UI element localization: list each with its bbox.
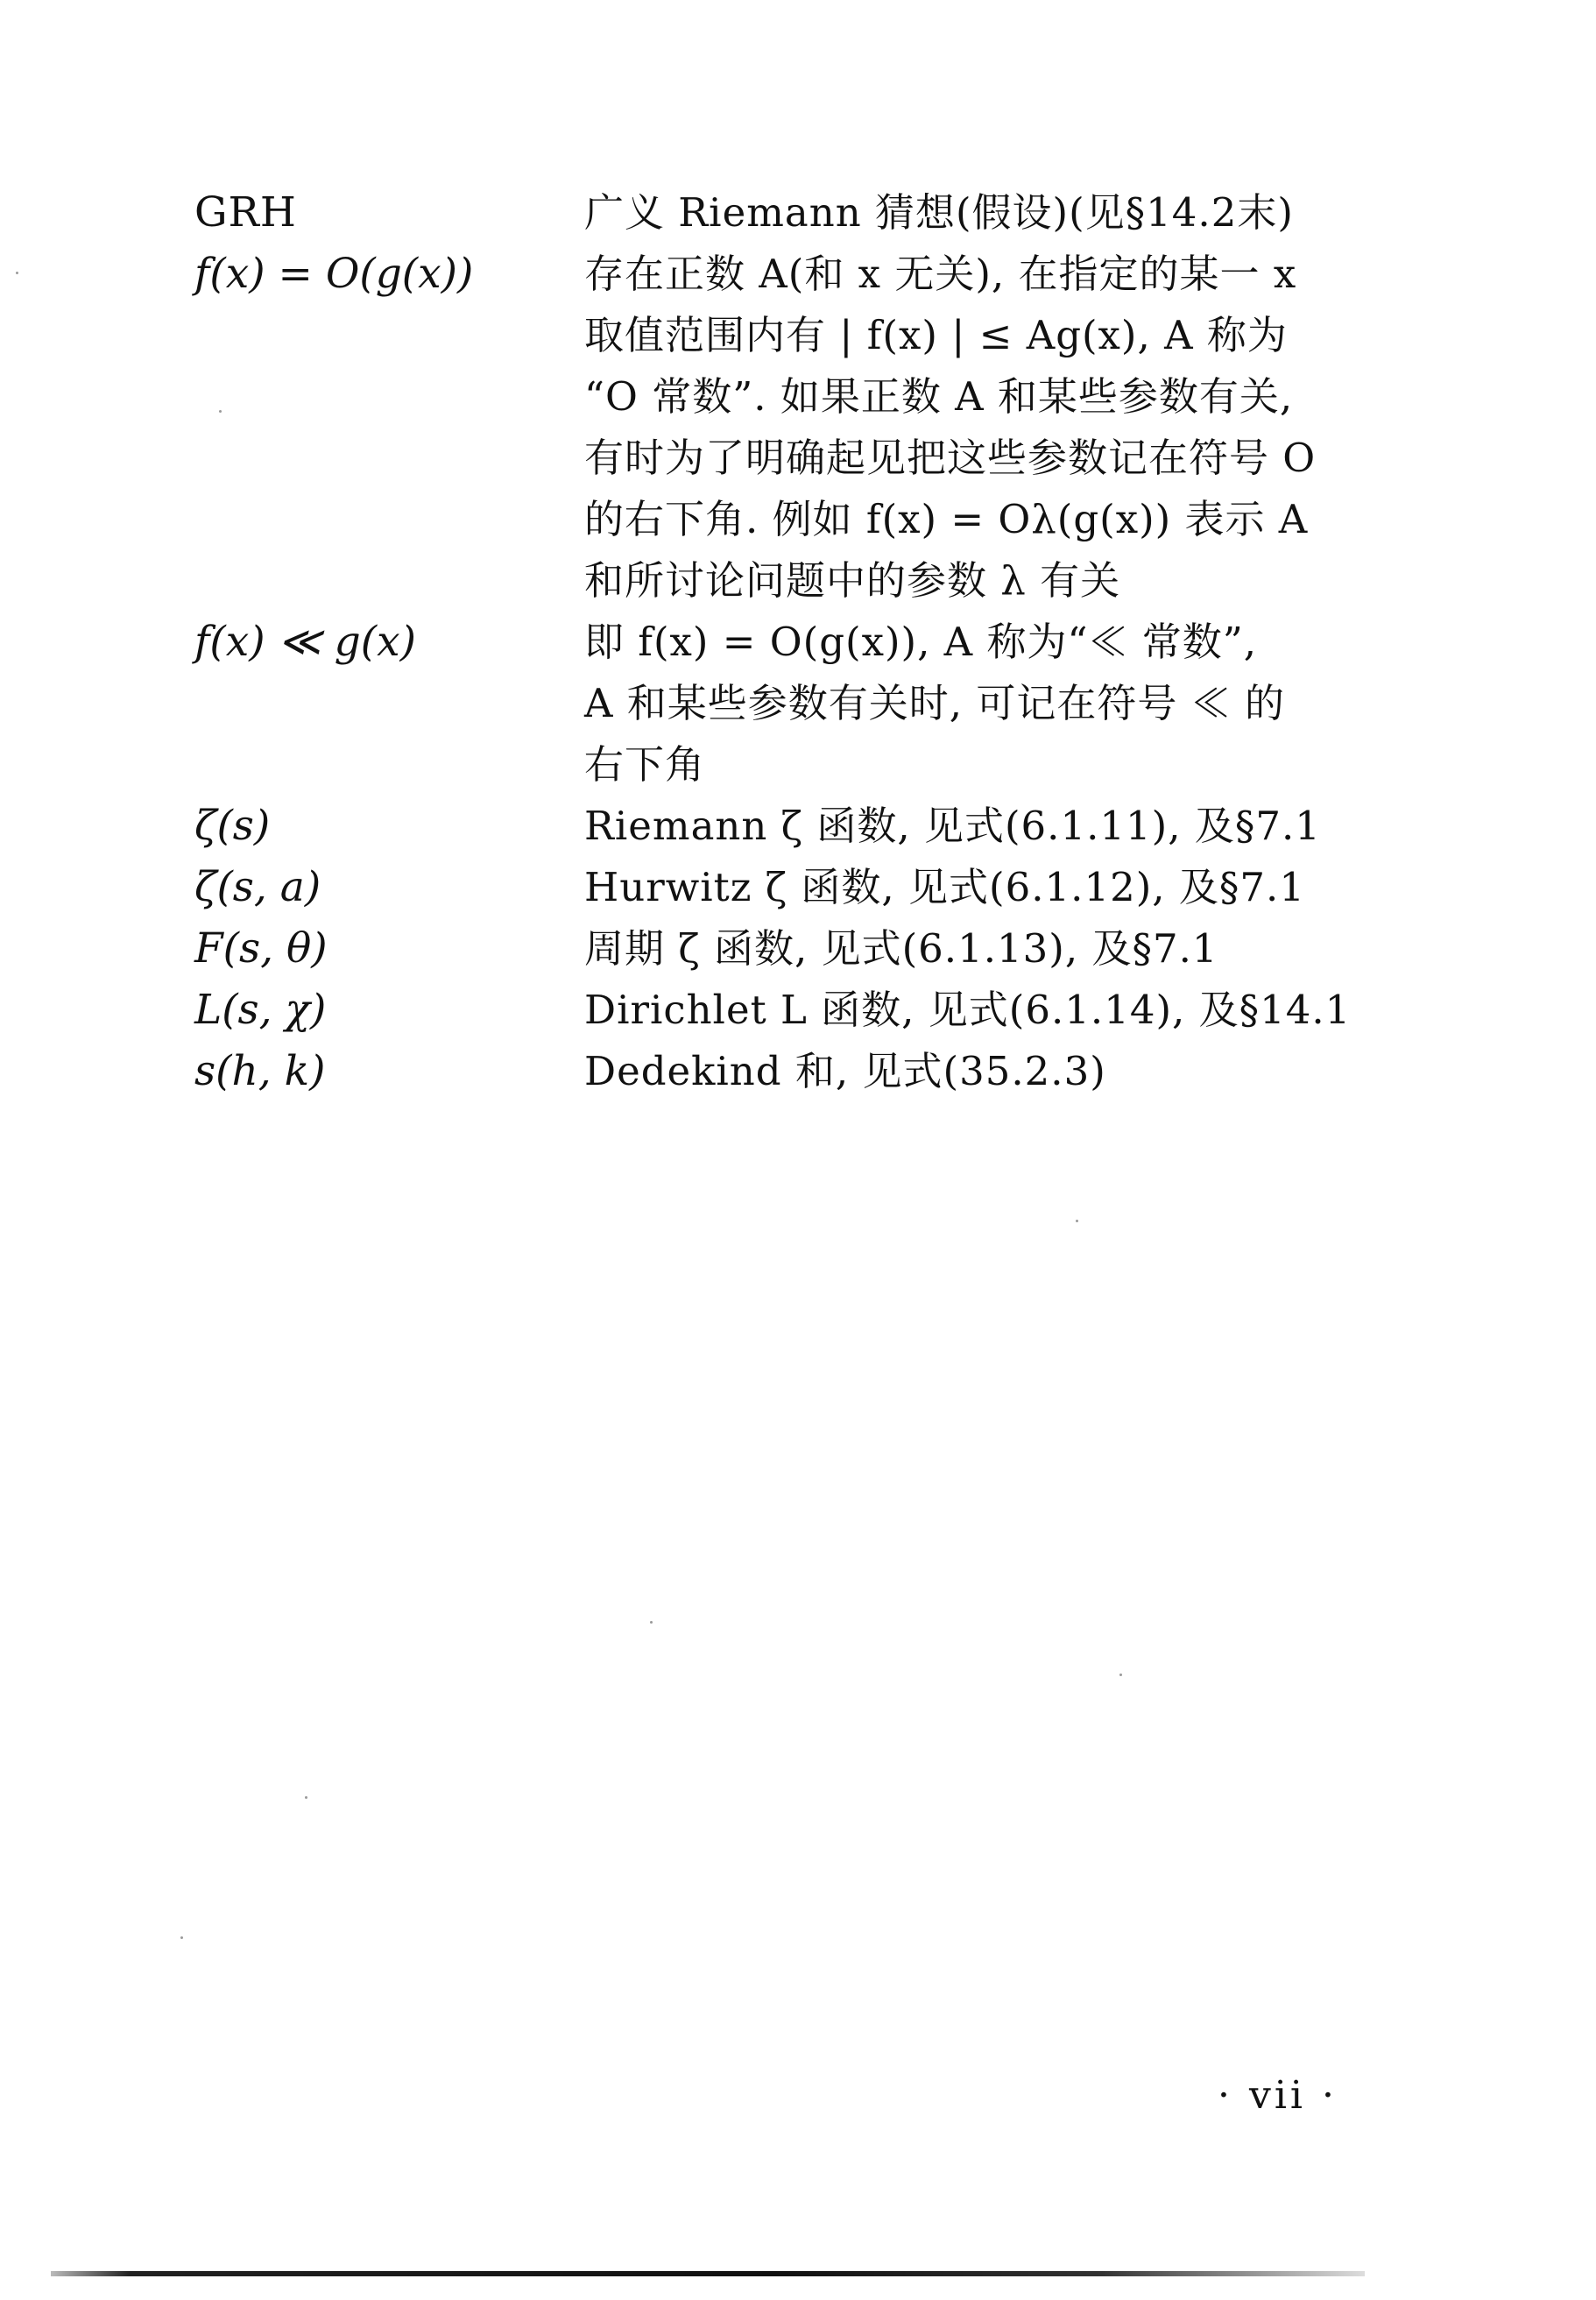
symbol-term: GRH [194,188,297,237]
symbol-term: ζ(s) [194,802,271,850]
description-line: 右下角 [584,741,706,788]
symbol-description [584,918,1377,980]
symbol-entry-dirichlet-l [194,980,1377,1041]
symbol-entry-big-o [194,244,1377,612]
description-line: 的右下角. 例如 f(x) = Oλ(g(x)) 表示 A [584,496,1309,542]
description-line: Dedekind 和, 见式(35.2.3) [584,1048,1106,1094]
symbol-description [584,1041,1377,1102]
scan-speck [16,272,18,274]
scan-speck [1076,1220,1078,1222]
symbol-description [584,857,1377,918]
description-line: 有时为了明确起见把这些参数记在符号 O [584,435,1317,481]
symbol-entry-riemann-zeta [194,796,1377,857]
symbol-term: f(x) = O(g(x)) [194,250,474,298]
symbol-description [584,244,1377,612]
symbol-description [584,980,1377,1041]
symbol-term: ζ(s, a) [194,863,321,911]
description-line: 存在正数 A(和 x 无关), 在指定的某一 x [584,251,1297,297]
symbol-entry-grh [194,182,1377,244]
description-line: “O 常数”. 如果正数 A 和某些参数有关, [584,373,1294,420]
page-number: · vii · [1218,2073,1338,2118]
description-line: 广义 Riemann 猜想(假设)(见§14.2末) [584,189,1294,236]
scan-speck [219,410,222,413]
symbol-list [194,182,1377,1102]
description-line: A 和某些参数有关时, 可记在符号 ≪ 的 [584,680,1286,726]
description-line: 取值范围内有 | f(x) | ≤ Ag(x), A 称为 [584,312,1288,358]
description-line: Hurwitz ζ 函数, 见式(6.1.12), 及§7.1 [584,864,1305,910]
scan-speck [305,1796,307,1799]
symbol-term: F(s, θ) [194,924,328,973]
description-line: 和所讨论问题中的参数 λ 有关 [584,557,1121,604]
scan-speck [1119,1674,1122,1676]
description-line: 周期 ζ 函数, 见式(6.1.13), 及§7.1 [584,925,1218,972]
symbol-description [584,612,1377,796]
symbol-entry-dedekind-sum [194,1041,1377,1102]
symbol-description [584,796,1377,857]
scan-edge-rule [51,2271,1365,2276]
symbol-term: s(h, k) [194,1047,326,1095]
description-line: Riemann ζ 函数, 见式(6.1.11), 及§7.1 [584,803,1321,849]
scan-speck [180,1936,183,1939]
description-line: 即 f(x) = O(g(x)), A 称为“≪ 常数”, [584,619,1258,665]
description-line: Dirichlet L 函数, 见式(6.1.14), 及§14.1 [584,987,1352,1033]
symbol-entry-hurwitz-zeta [194,857,1377,918]
symbol-term: L(s, χ) [194,986,327,1034]
symbol-term: f(x) ≪ g(x) [194,618,416,666]
symbol-description [584,182,1377,244]
symbol-entry-periodic-zeta [194,918,1377,980]
scan-speck [650,1621,653,1624]
symbol-entry-vinogradov [194,612,1377,796]
